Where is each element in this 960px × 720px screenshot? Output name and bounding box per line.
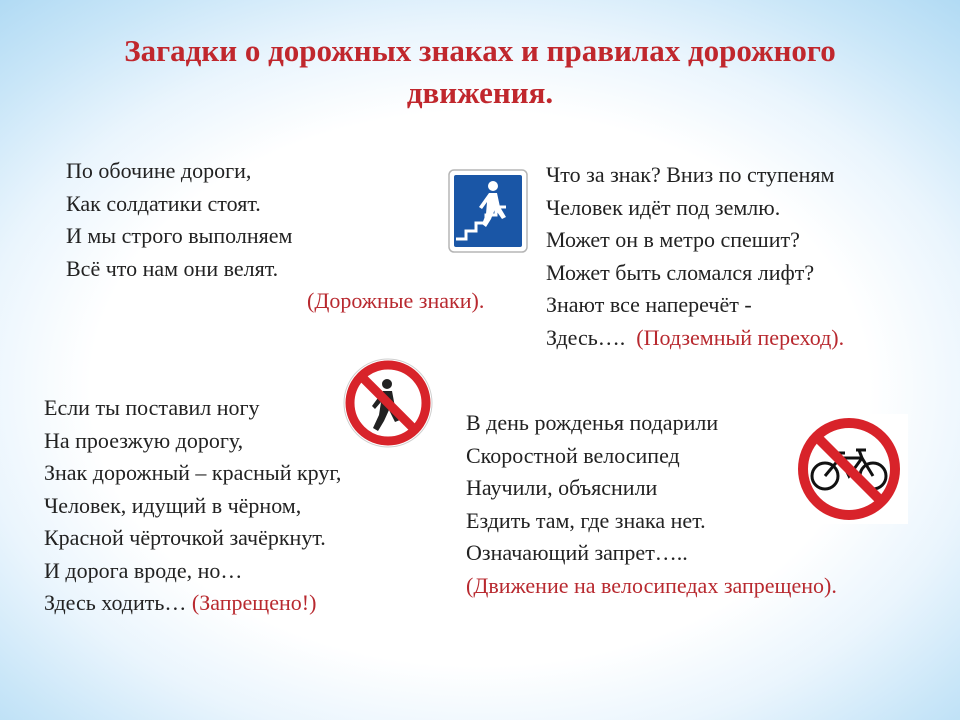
riddle-no-pedestrians: [44, 392, 341, 620]
riddle-last-line: [546, 322, 844, 355]
riddle-answer: (Подземный переход).: [636, 324, 845, 350]
riddle-line: Может быть сломался лифт?: [546, 259, 815, 285]
riddle-line: Может он в метро спешит?: [546, 227, 800, 252]
riddle-line: В день рожденья подарили: [466, 410, 719, 435]
riddle-line: Что за знак? Вниз по ступеням: [546, 162, 835, 187]
riddle-line: И дорога вроде, но…: [44, 557, 243, 583]
riddle-answer: (Дорожные знаки).: [307, 288, 485, 313]
riddle-line: Научили, объяснили: [466, 475, 658, 500]
no-pedestrians-sign-icon: [342, 357, 434, 449]
riddle-line: Знак дорожный – красный круг,: [44, 460, 342, 485]
underpass-sign-icon: [448, 169, 528, 253]
riddle-line: Ездить там, где знака нет.: [466, 507, 706, 533]
riddle-line: По обочине дороги,: [66, 158, 252, 183]
riddle-underpass: [546, 159, 844, 354]
riddle-line: Человек, идущий в чёрном,: [44, 492, 302, 518]
riddle-line: Если ты поставил ногу: [44, 395, 260, 420]
riddle-line: Означающий запрет…..: [466, 540, 688, 565]
riddle-road-signs: [66, 155, 484, 318]
riddle-line: Красной чёрточкой зачёркнут.: [44, 525, 326, 550]
riddle-line-prefix: Здесь….: [546, 324, 637, 350]
riddle-line: Всё что нам они велят.: [66, 255, 279, 281]
riddle-answer: (Запрещено!): [191, 590, 317, 615]
riddle-line: И мы строго выполняем: [66, 223, 293, 248]
riddle-line: Как солдатики стоят.: [66, 190, 261, 216]
slide-title: [0, 30, 960, 114]
riddle-line: Скоростной велосипед: [466, 442, 680, 468]
no-bicycles-sign-icon: [790, 414, 908, 524]
riddle-line: Человек идёт под землю.: [546, 194, 781, 220]
slide-title-line-2: движения.: [406, 75, 554, 110]
riddle-line: На проезжую дорогу,: [44, 427, 244, 453]
riddle-line-prefix: Здесь ходить…: [44, 590, 192, 615]
riddle-line: Знают все наперечёт -: [546, 292, 752, 317]
slide-title-line-1: Загадки о дорожных знаках и правилах дорожного: [124, 33, 836, 68]
riddle-last-line: [44, 587, 341, 620]
riddle-answer: (Движение на велосипедах запрещено).: [466, 572, 837, 598]
riddle-no-bicycles: [466, 407, 837, 602]
